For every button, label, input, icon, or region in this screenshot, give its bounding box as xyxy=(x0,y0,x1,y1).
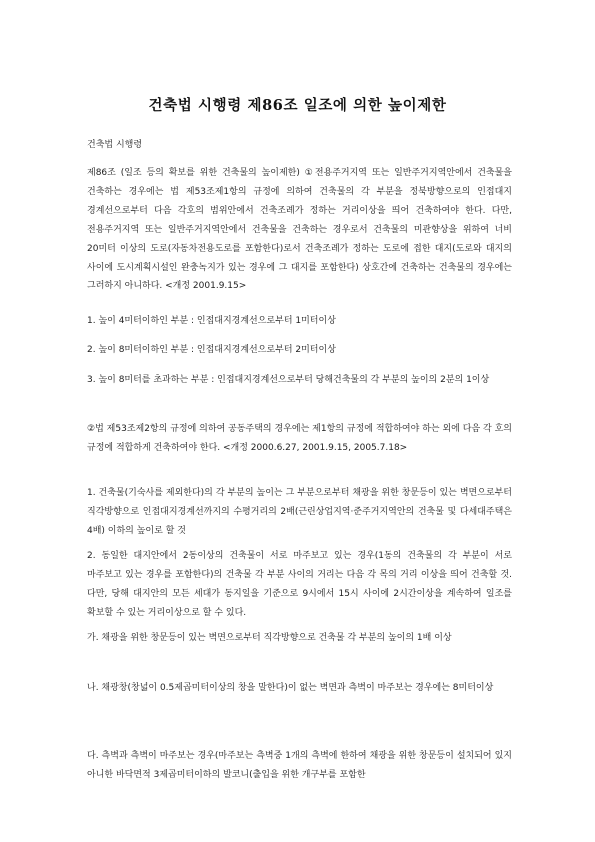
paragraph-subitem-da: 다. 측벽과 측벽이 마주보는 경우(마주보는 측벽중 1개의 측벽에 한하여 채광을 위한 창문등이 설치되어 있지 아니한 바닥면적 3제곱미터이하의 발코니(출입을 위한 개구부를 포함한 xyxy=(87,751,512,780)
document-subtitle: 건축법 시행령 xyxy=(87,140,143,150)
paragraph-subitem-ga: 가. 채광을 위한 창문등이 있는 벽면으로부터 직각방향으로 건축물 각 부분의 높이의 1배 이상 xyxy=(87,633,452,643)
paragraph-clause-2: ②법 제53조제2항의 규정에 의하여 공동주택의 경우에는 제1항의 규정에 적합하여야 하는 외에 다음 각 호의 규정에 적합하게 건축하여야 한다. <개정 2000.6.27, 2001.9.15, 2005.7.18> xyxy=(87,424,512,453)
paragraph-clause-2-item-1: 1. 건축물(기숙사를 제외한다)의 각 부분의 높이는 그 부분으로부터 채광을 위한 창문등이 있는 벽면으로부터 직각방향으로 인접대지경계선까지의 수평거리의 2배(근린상업지역·준주거지역안의 건축물 및 다세대주택은 4배) 이하의 높이로 할 것 xyxy=(87,488,512,536)
paragraph-clause-2-item-2: 2. 동일한 대지안에서 2동이상의 건축물이 서로 마주보고 있는 경우(1동의 건축물의 각 부분이 서로 마주보고 있는 경우를 포함한다)의 건축물 각 부분 사이의 거리는 다음 각 목의 거리 이상을 띄어 건축할 것. 다만, 당해 대지안의 모든 세대가 동지일을 기준으로 9시에서 15시 사이에 2시간이상을 계속하여 일조를 확보할 수 있는 거리이상으로 할 수 있다. xyxy=(87,551,512,618)
paragraph-item-2: 2. 높이 8미터이하인 부분 : 인접대지경계선으로부터 2미터이상 xyxy=(87,345,336,355)
document-title: 건축법 시행령 제86조 일조에 의한 높이제한 xyxy=(148,97,447,114)
paragraph-item-1: 1. 높이 4미터이하인 부분 : 인접대지경계선으로부터 1미터이상 xyxy=(87,316,336,326)
paragraph-subitem-na: 나. 채광창(창넓이 0.5제곱미터이상의 창을 말한다)이 없는 벽면과 측벽이 마주보는 경우에는 8미터이상 xyxy=(87,683,494,693)
paragraph-item-3: 3. 높이 8미터를 초과하는 부분 : 인접대지경계선으로부터 당해건축물의 각 부분의 높이의 2분의 1이상 xyxy=(87,375,490,385)
paragraph-article-86-clause-1: 제86조 (일조 등의 확보를 위한 건축물의 높이제한) ①전용주거지역 또는 일반주거지역안에서 건축물을 건축하는 경우에는 법 제53조제1항의 규정에 의하여 건축물의 각 부분을 정북방향으로의 인접대지 경계선으로부터 다음 각호의 범위안에서 건축조례가 정하는 거리이상을 띄어 건축하여야 한다. 다만, 전용주거지역 또는 일반주거지역안에서 건축물을 건축하는 경우로서 건축물의 미관향상을 위하여 너비 20미터 이상의 도로(자동차전용도로를 포함한다)로서 건축조례가 정하는 도로에 접한 대지(도로와 대지의 사이에 도시계획시설인 완충녹지가 있는 경우에 그 대지를 포함한다) 상호간에 건축하는 건축물의 경우에는 그러하지 아니하다. <개정 2001.9.15> xyxy=(87,168,512,292)
